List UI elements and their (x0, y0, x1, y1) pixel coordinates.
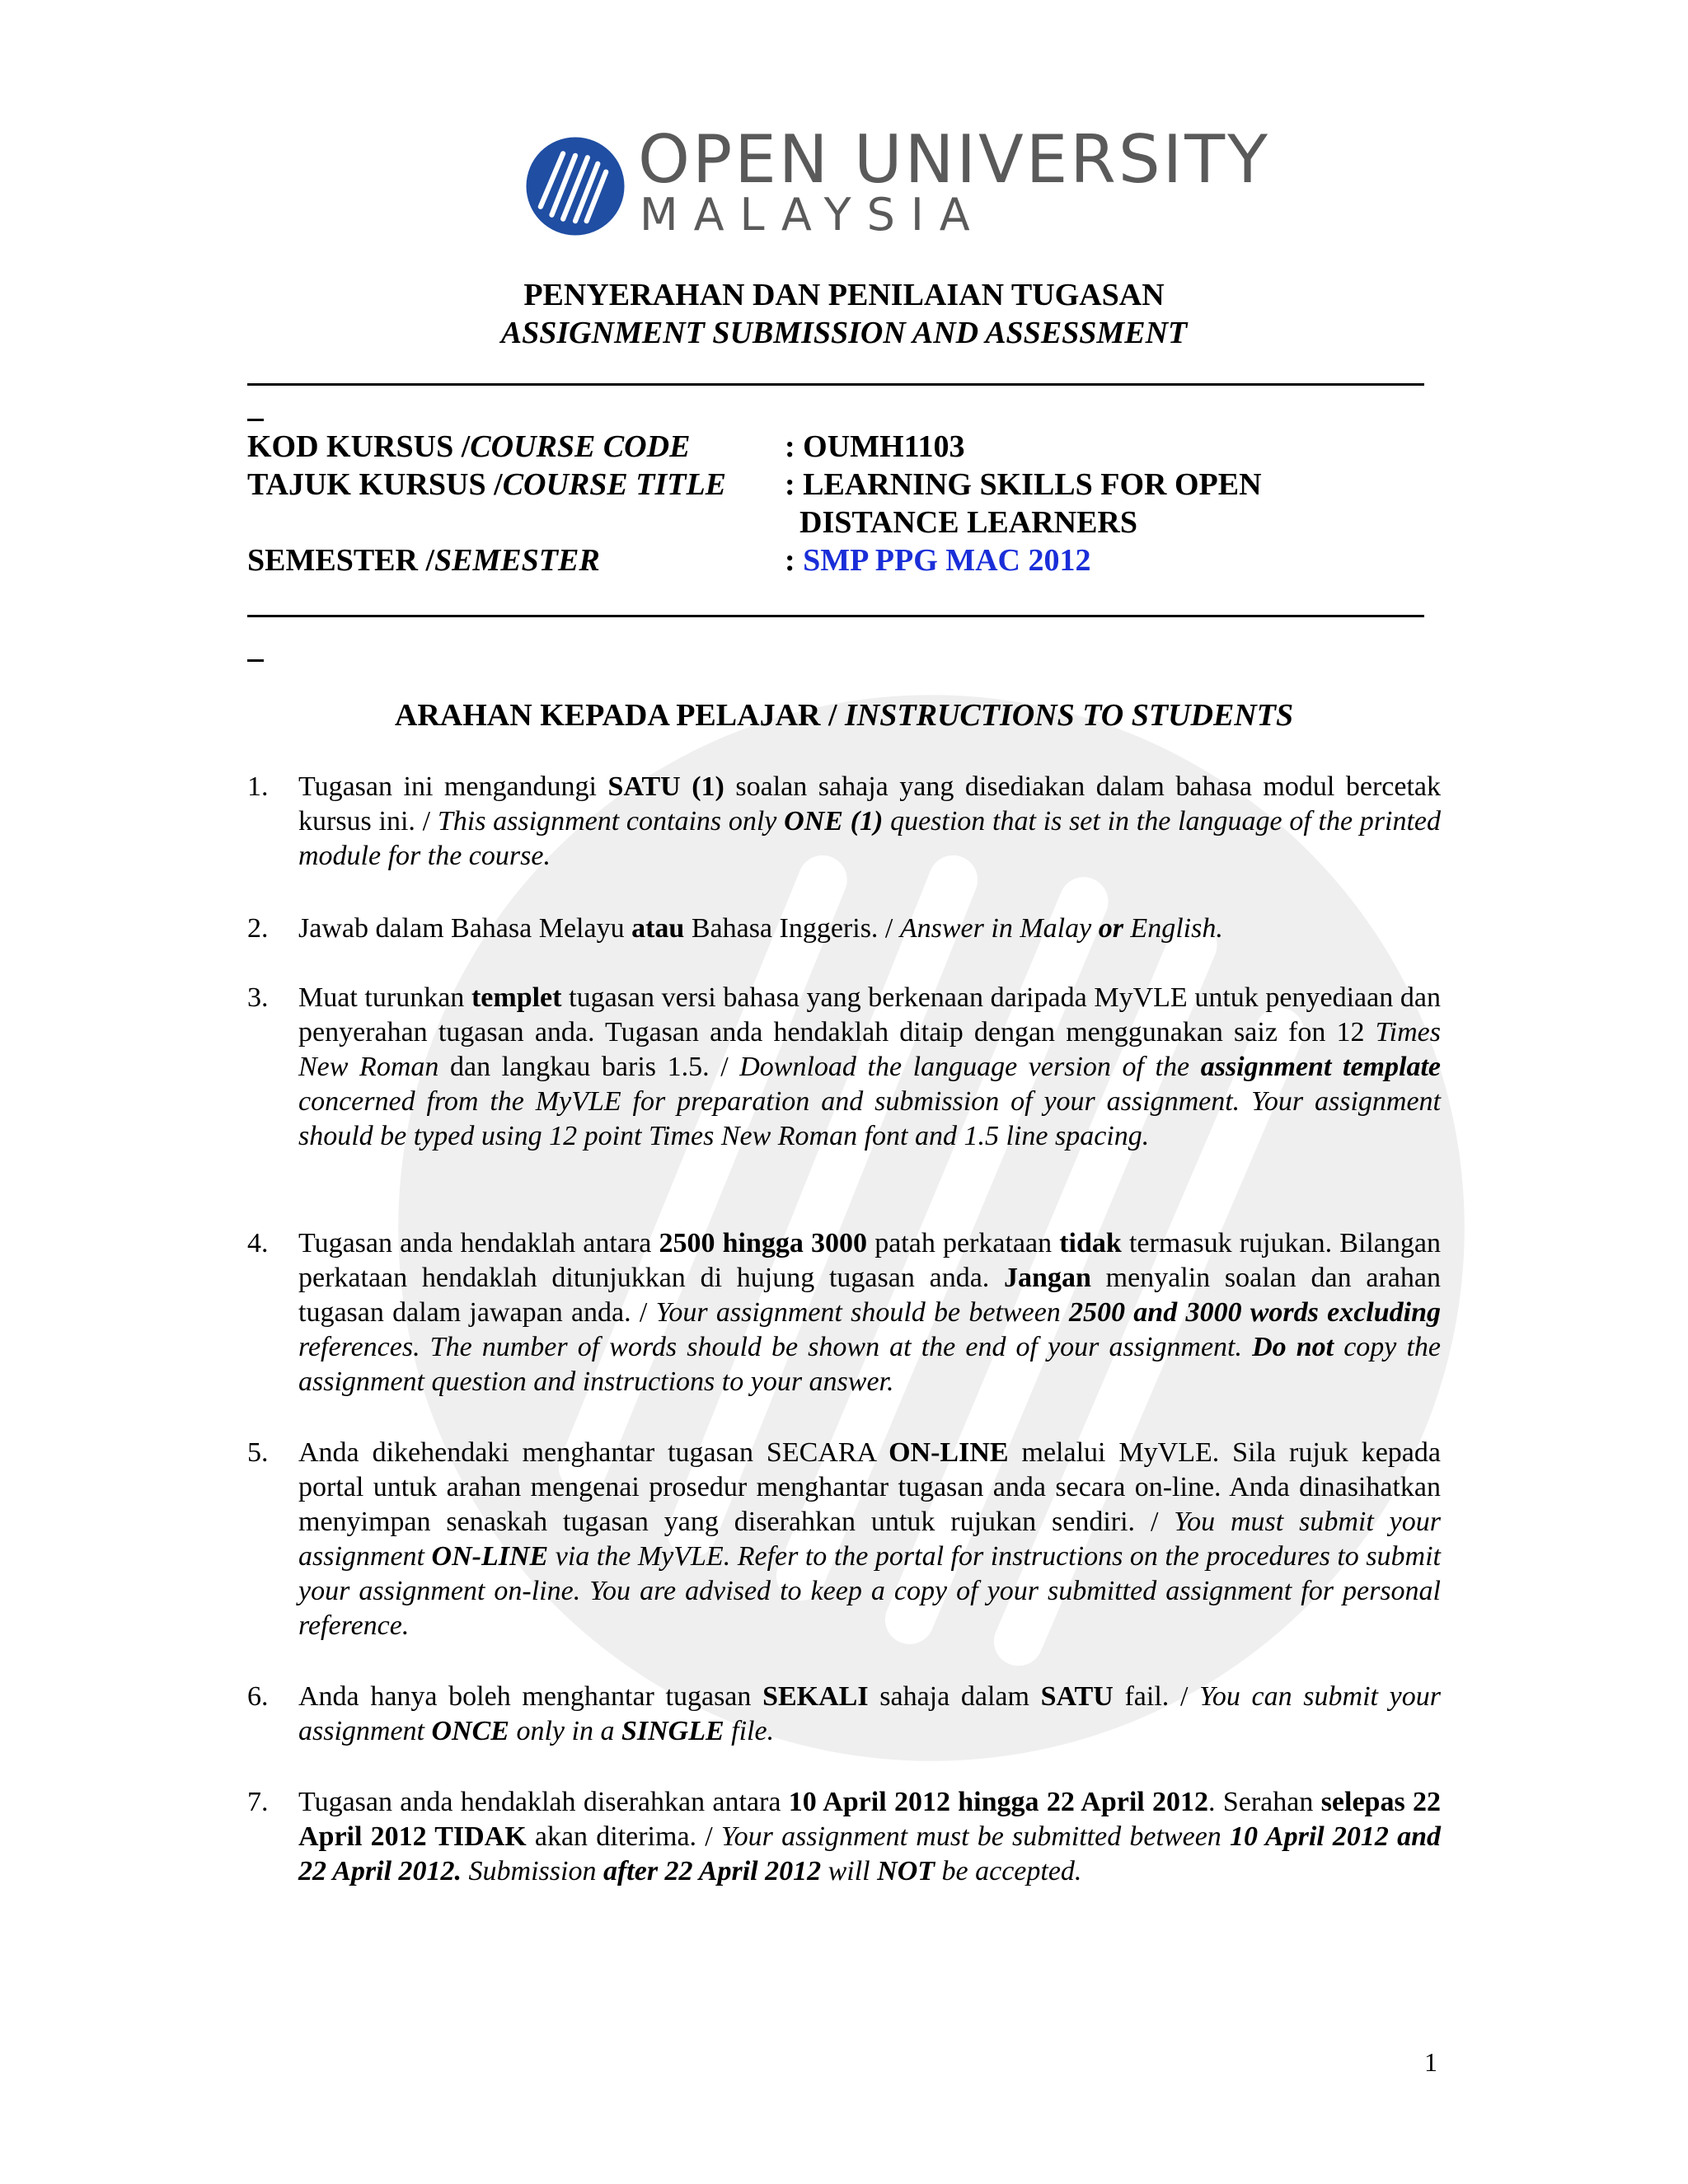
instruction-item (247, 770, 1441, 874)
instruction-text-segment: only in a (509, 1716, 621, 1746)
instruction-text-segment: ONCE (431, 1716, 509, 1746)
semester-label: SEMESTER /SEMESTER (247, 543, 600, 578)
logo-text-malaysia: MALAYSIA (640, 189, 986, 241)
instruction-text-segment: Your assignment must be submitted between (720, 1821, 1230, 1852)
instruction-text-segment: akan diterima. / (526, 1821, 721, 1852)
instruction-text (298, 1436, 1441, 1643)
instruction-text-segment: be accepted. (935, 1856, 1082, 1886)
course-code-value: : OUMH1103 (785, 429, 965, 464)
instruction-text-segment: Muat turunkan (298, 982, 471, 1013)
instruction-text-segment: SATU (1040, 1681, 1114, 1712)
logo-text-open-university: OPEN UNIVERSITY (638, 121, 1270, 198)
instruction-text-segment: references. The number of words should be shown at the end of your assignment. (298, 1332, 1253, 1362)
instruction-text-segment: English. (1123, 913, 1223, 944)
instruction-text-segment: via the MyVLE. Refer to the portal for instructions on the procedures to submit your assignment on-line. You are advised to keep a copy of your submitted assignment for personal reference. (298, 1541, 1442, 1641)
instruction-text-segment: Times New Roman (298, 1017, 1441, 1082)
instruction-text-segment: Tugasan anda hendaklah antara (298, 1228, 659, 1258)
instruction-item (247, 1226, 1441, 1399)
instruction-number: 7. (247, 1787, 269, 1817)
divider-dash-bottom (247, 659, 264, 662)
instruction-text-segment: fail. / (1113, 1681, 1200, 1712)
oum-emblem-icon (524, 135, 626, 237)
instruction-text-segment: templet (471, 982, 562, 1013)
divider-top (247, 383, 1424, 386)
instruction-text (298, 981, 1441, 1154)
instruction-text-segment: Submission (462, 1856, 603, 1886)
instruction-number: 6. (247, 1681, 269, 1712)
instruction-item (247, 1680, 1441, 1749)
instruction-item (247, 1436, 1441, 1643)
instruction-text-segment: will (821, 1856, 878, 1886)
instruction-number: 4. (247, 1228, 269, 1258)
instruction-text-segment: ONE (1) (784, 806, 884, 837)
semester-value-text: SMP PPG MAC 2012 (803, 543, 1091, 578)
course-title-label: TAJUK KURSUS /COURSE TITLE (247, 467, 727, 502)
course-code-label: KOD KURSUS /COURSE CODE (247, 429, 691, 464)
instruction-text-segment: menyalin soalan dan arahan tugasan dalam jawapan anda. / (298, 1263, 1441, 1328)
instruction-item (247, 981, 1441, 1154)
instruction-text-segment: concerned from the MyVLE for preparation and submission of your assignment. Your assignment should be typed using 12 point Times New Roman font and 1.5 line spacing. (298, 1086, 1441, 1151)
instruction-text-segment: You must submit your assignment (298, 1507, 1441, 1572)
instruction-text-segment: You can submit your assignment (298, 1681, 1441, 1746)
instruction-text-segment: NOT (877, 1856, 935, 1886)
page-number: 1 (1424, 2047, 1437, 2077)
instruction-text-segment: Do not (1252, 1332, 1334, 1362)
instruction-text-segment: Anda hanya boleh menghantar tugasan (298, 1681, 763, 1712)
instruction-text (298, 770, 1441, 874)
instruction-text-segment: question that is set in the language of the printed module for the course. (298, 806, 1441, 871)
instruction-text-segment: tugasan versi bahasa yang berkenaan daripada MyVLE untuk penyediaan dan penyerahan tugasan anda. Tugasan anda hendaklah ditaip dengan menggunakan saiz fon 12 (298, 982, 1441, 1047)
instruction-text-segment: Your assignment should be between (655, 1297, 1070, 1328)
instruction-text-segment: 2500 hingga 3000 (659, 1228, 868, 1258)
university-logo (524, 121, 1270, 241)
document-title-malay: PENYERAHAN DAN PENILAIAN TUGASAN (523, 278, 1165, 312)
instruction-text-segment: ON-LINE (889, 1437, 1009, 1468)
divider-bottom (247, 615, 1424, 617)
instruction-text-segment: atau (631, 913, 685, 944)
instruction-text-segment: SATU (1) (607, 771, 724, 802)
instruction-number: 1. (247, 771, 269, 802)
instruction-text-segment: tidak (1059, 1228, 1122, 1258)
instruction-text-segment: Jawab dalam Bahasa Melayu (298, 913, 632, 944)
instruction-text (298, 912, 1441, 946)
instruction-text-segment: melalui MyVLE. Sila rujuk kepada portal untuk arahan mengenai prosedur menghantar tugasan anda secara on-line. Anda dinasihatkan menyimpan senaskah tugasan yang diserahkan untuk rujukan sendiri. / (298, 1437, 1441, 1537)
instruction-item (247, 912, 1441, 946)
instruction-text (298, 1785, 1441, 1889)
instruction-text-segment: 2500 and 3000 words excluding (1069, 1297, 1441, 1328)
course-title-value-line2: DISTANCE LEARNERS (799, 505, 1138, 540)
instruction-text-segment: assignment template (1200, 1052, 1441, 1082)
instruction-text-segment: Download the language version of the (739, 1052, 1201, 1082)
instruction-text-segment: ON-LINE (431, 1541, 549, 1572)
instruction-text (298, 1680, 1441, 1749)
instruction-text-segment: SINGLE (621, 1716, 724, 1746)
instruction-text-segment: Bahasa Inggeris. / (684, 913, 900, 944)
instruction-text (298, 1226, 1441, 1399)
instruction-item (247, 1785, 1441, 1889)
instruction-text-segment: Jangan (1004, 1263, 1091, 1293)
instructions-heading: ARAHAN KEPADA PELAJAR / INSTRUCTIONS TO STUDENTS (394, 698, 1294, 733)
divider-dash-top (247, 419, 264, 421)
course-title-value-line1: : LEARNING SKILLS FOR OPEN (785, 467, 1262, 502)
instruction-text-segment: dan langkau baris 1.5. / (438, 1052, 740, 1082)
instruction-text-segment: Answer in Malay (899, 913, 1099, 944)
instruction-number: 2. (247, 913, 269, 944)
document-title-english: ASSIGNMENT SUBMISSION AND ASSESSMENT (500, 316, 1188, 350)
instruction-text-segment: 10 April 2012 and 22 April 2012. (298, 1821, 1442, 1886)
instruction-text-segment: after 22 April 2012 (603, 1856, 822, 1886)
instruction-text-segment: 10 April 2012 hingga 22 April 2012 (788, 1787, 1209, 1817)
instruction-text-segment: selepas 22 April 2012 TIDAK (298, 1787, 1441, 1852)
instruction-number: 3. (247, 982, 269, 1013)
instruction-text-segment: copy the assignment question and instructions to your answer. (298, 1332, 1442, 1397)
instruction-text-segment: SEKALI (762, 1681, 869, 1712)
instruction-text-segment: or (1098, 913, 1123, 944)
semester-value: : SMP PPG MAC 2012 (785, 543, 1091, 578)
instruction-number: 5. (247, 1437, 269, 1468)
instruction-text-segment: termasuk rujukan. Bilangan perkataan hendaklah ditunjukkan di hujung tugasan anda. (298, 1228, 1441, 1293)
instruction-text-segment: Tugasan anda hendaklah diserahkan antara (298, 1787, 789, 1817)
instruction-text-segment: . Serahan (1208, 1787, 1321, 1817)
instruction-text-segment: This assignment contains only (437, 806, 785, 837)
instruction-text-segment: soalan sahaja yang disediakan dalam bahasa modul bercetak kursus ini. / (298, 771, 1441, 837)
instruction-text-segment: Anda dikehendaki menghantar tugasan SECARA (298, 1437, 889, 1468)
instruction-text-segment: Tugasan ini mengandungi (298, 771, 608, 802)
instruction-text-segment: sahaja dalam (868, 1681, 1041, 1712)
instruction-text-segment: patah perkataan (867, 1228, 1060, 1258)
instruction-text-segment: file. (724, 1716, 775, 1746)
